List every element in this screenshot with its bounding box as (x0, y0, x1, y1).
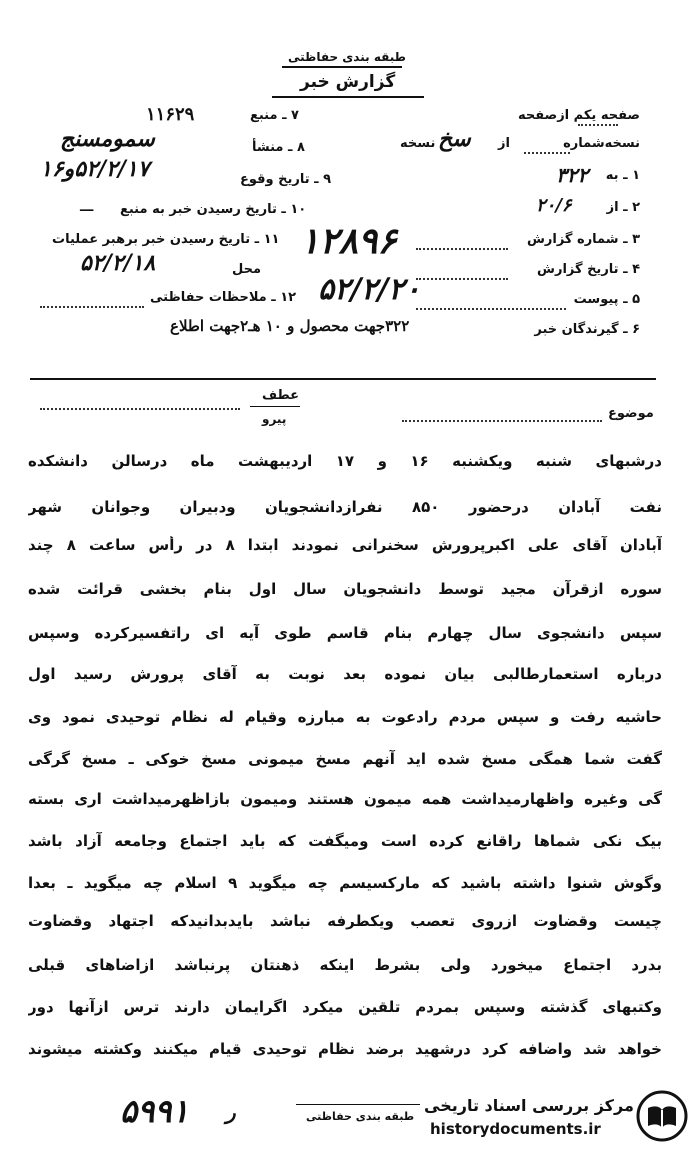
subject-dots-left (40, 408, 240, 410)
footer-handwritten-note: ر (226, 1100, 236, 1124)
body-line: بیک نکی شماها راقانع کرده است ومیگفت که باید اجتماع وجامعه آزاد باشد (28, 832, 662, 850)
body-line: بدرد اجتماع میخورد ولی بشرط اینکه ذهنتان پرنباشد ازاضاهای قبلی (28, 956, 662, 974)
field-recipients-value: ۳۲۲جهت محصول و ۱۰ هـ۲جهت اطلاع (170, 317, 410, 335)
field-page-dots (578, 124, 618, 126)
field-copy-suffix2: نسخه (400, 136, 436, 151)
field-report-date-label: ۴ ـ تاریخ گزارش (537, 262, 640, 277)
field-attachment-dots (416, 308, 566, 310)
body-line: درباره استعمارطالبی بیان نموده بعد نوبت به آقای پرورش رسید اول (28, 665, 662, 683)
field-from-value: ۲۰/۶ (536, 195, 572, 216)
field-source-value: ۱۱۶۲۹ (146, 104, 195, 125)
atf-label: عطف (262, 388, 300, 403)
field-copy-label: نسخه‌شماره (563, 136, 640, 151)
footer-classification-rule (296, 1104, 420, 1105)
header-underline (282, 66, 402, 68)
field-page-label: صفحه یکم از (557, 108, 640, 123)
field-origin-label: ۸ ـ منشأ (252, 140, 305, 155)
field-to-value: ۳۲۲ (556, 163, 589, 187)
header-separator (30, 378, 656, 380)
field-attachment-label: ۵ ـ پیوست (573, 292, 640, 307)
body-line: چیست وقضاوت ازروی تعصب ویکطرفه نباشد بایدبدانیدکه اجتهاد وقضاوت (28, 912, 662, 930)
field-page-suffix: صفحه (518, 108, 558, 123)
atf-underline (250, 406, 300, 407)
subject-label: موضوع (608, 406, 654, 421)
body-line: نفت آبادان درحضور ۸۵۰ نفرازدانشجویان ودبیران وجوانان شهر (28, 498, 662, 516)
footer-handwritten-number: ۵۹۹۱ (120, 1092, 189, 1130)
field-event-date-label: ۹ ـ تاریخ وقوع (240, 172, 332, 187)
handwritten-big-number: ۱۲۸۹۶ (300, 220, 397, 262)
body-line: وکتبهای گذشته وسپس بمردم تلقین میکرد اگرایمان دارند ترس ازآنها دور (28, 998, 662, 1016)
field-location-label: محل (232, 262, 262, 277)
classification-top: طبقه بندی حفاظتی (288, 50, 406, 64)
handwritten-second-number: ۵۲/۲/۲۰ (318, 272, 421, 307)
field-received-source-label: ۱۰ ـ تاریخ رسیدن خبر به منبع (120, 202, 307, 217)
body-line: حاشیه رفت و سپس مردم رادعوت به مبارزه وقیام له نظام توحیدی نمود وی (28, 708, 662, 726)
handwritten-copy-note: سخ (438, 126, 471, 152)
field-recipients-label: ۶ ـ گیرندگان خبر (534, 322, 640, 337)
field-security-notes-dots (40, 306, 144, 308)
field-received-source-value: ـــ (80, 200, 94, 215)
field-security-notes-label: ۱۲ ـ ملاحظات حفاظتی (150, 290, 297, 305)
field-from-label: ۲ ـ از (606, 200, 640, 215)
classification-bottom: طبقه بندی حفاظتی (306, 1110, 415, 1123)
field-report-no-label: ۳ ـ شماره گزارش (526, 232, 640, 247)
field-copy-suffix: از (498, 136, 510, 151)
book-logo-icon (636, 1090, 688, 1142)
watermark-title: مرکز بررسی اسناد تاریخی (424, 1096, 634, 1115)
body-line: خواهد شد واضافه کرد درشهید برضد نظام توحیدی قیام میکنند وکشته میشوند (28, 1040, 662, 1058)
field-copy-dots (524, 152, 570, 154)
title-underline (272, 96, 424, 98)
body-line: سوره ازقرآن مجید توسط دانشجویان سال اول بنام بخشی قرائت شده (28, 580, 662, 598)
body-line: سپس دانشجوی سال چهارم بنام قاسم طوی آیه ای راتفسیرکرده وسپس (28, 624, 662, 642)
field-report-no-dots (416, 248, 508, 250)
field-event-date-value: ۵۲/۲/۱۷و۱۶ (40, 156, 150, 182)
body-line: وگوش شنوا داشته باشید که مارکسیسم چه میگوید ۹ اسلام چه میگوید ـ بعدا (28, 874, 662, 892)
watermark-logo (636, 1090, 688, 1142)
field-location-value: ۵۲/۲/۱۸ (80, 250, 156, 276)
field-report-date-dots (416, 278, 508, 280)
body-line: گفت شما همگی مسخ شده اید آنهم مسخ میمونی مسخ خوکی ـ مسخ گرگی (28, 750, 662, 768)
field-received-ops-label: ۱۱ ـ تاریخ رسیدن خبر برهبر عملیات (52, 232, 280, 247)
subject-dots-right (402, 420, 602, 422)
watermark-url: historydocuments.ir (430, 1120, 601, 1138)
peyro-label: پیرو (262, 412, 287, 426)
body-line: درشبهای شنبه ویکشنبه ۱۶ و ۱۷ اردیبهشت ماه درسالن دانشکده (28, 452, 662, 470)
field-to-label: ۱ ـ به (605, 168, 640, 183)
body-line: گی وغیره واظهارمیداشت همه میمون هستند ومیمون بازاظهرمیداشت اری بسته (28, 790, 662, 808)
field-source-label: ۷ ـ منبع (250, 108, 299, 123)
document-title: گزارش خبر (300, 72, 396, 92)
body-line: آبادان آقای علی اکبرپرورش سخنرانی نمودند ابتدا ۸ در رأس ساعت ۸ چند (28, 536, 662, 554)
field-origin-value: سمومسنج (60, 126, 155, 152)
